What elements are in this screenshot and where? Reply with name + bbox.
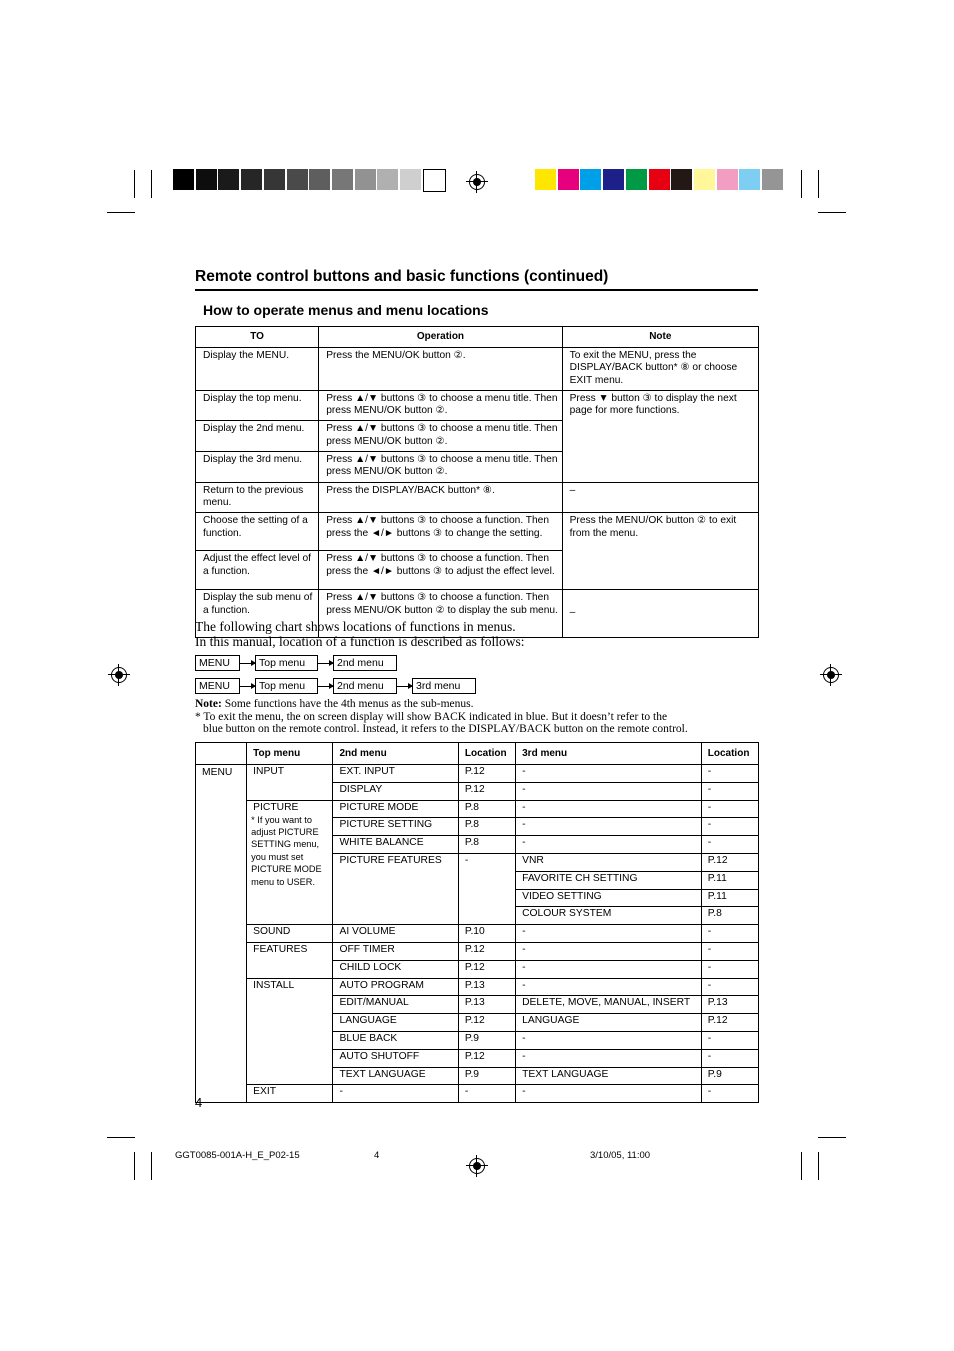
picture-note: * If you want to adjust PICTURE SETTING menu, you must set PICTURE MODE menu to USER. bbox=[251, 814, 322, 887]
flow-box-2nd-menu: 2nd menu bbox=[333, 678, 397, 694]
location-cell: - bbox=[701, 925, 758, 943]
location-cell: P.10 bbox=[458, 925, 515, 943]
menu-cell: MENU bbox=[196, 765, 247, 1103]
second-menu-cell: EXT. INPUT bbox=[333, 765, 458, 783]
table-row bbox=[196, 765, 759, 783]
to-cell: Display the 2nd menu. bbox=[196, 421, 319, 452]
operation-cell: Press ▲/▼ buttons ③ to choose a menu title. Then press MENU/OK button ②. bbox=[319, 452, 562, 483]
third-menu-cell: - bbox=[516, 800, 702, 818]
location-cell: P.13 bbox=[458, 978, 515, 996]
location-cell: P.11 bbox=[701, 871, 758, 889]
section-title: Remote control buttons and basic functions (continued) bbox=[195, 268, 758, 291]
color-swatch bbox=[264, 169, 285, 190]
color-swatch bbox=[739, 169, 760, 190]
second-menu-cell: PICTURE SETTING bbox=[333, 818, 458, 836]
arrow-right-icon bbox=[318, 686, 333, 687]
color-swatch bbox=[717, 169, 738, 190]
flow-box-3rd-menu: 3rd menu bbox=[412, 678, 476, 694]
location-cell: P.12 bbox=[458, 960, 515, 978]
third-menu-cell: - bbox=[516, 978, 702, 996]
second-menu-cell: WHITE BALANCE bbox=[333, 836, 458, 854]
to-cell: Display the 3rd menu. bbox=[196, 452, 319, 483]
flow-box-menu: MENU bbox=[195, 678, 240, 694]
second-menu-cell: PICTURE FEATURES bbox=[333, 853, 458, 924]
column-header bbox=[196, 743, 247, 765]
table-header-row bbox=[196, 327, 759, 348]
location-cell: P.12 bbox=[701, 1014, 758, 1032]
crop-mark bbox=[801, 170, 802, 198]
location-cell: P.12 bbox=[458, 782, 515, 800]
color-swatch bbox=[309, 169, 330, 190]
color-swatch bbox=[535, 169, 556, 190]
location-cell: P.12 bbox=[458, 765, 515, 783]
second-menu-cell: DISPLAY bbox=[333, 782, 458, 800]
color-swatch bbox=[173, 169, 194, 190]
arrow-right-icon bbox=[240, 686, 255, 687]
color-swatch bbox=[332, 169, 353, 190]
color-swatch bbox=[580, 169, 601, 190]
second-menu-cell: CHILD LOCK bbox=[333, 960, 458, 978]
operation-cell: Press ▲/▼ buttons ③ to choose a function. Then press MENU/OK button ② to display the sub menu. bbox=[319, 590, 562, 638]
table-row bbox=[196, 348, 759, 391]
third-menu-cell: - bbox=[516, 1031, 702, 1049]
crop-mark bbox=[818, 212, 846, 213]
arrow-right-icon bbox=[397, 686, 412, 687]
location-cell: P.13 bbox=[701, 996, 758, 1014]
table-row bbox=[196, 925, 759, 943]
operation-cell: Press ▲/▼ buttons ③ to choose a menu title. Then press MENU/OK button ②. bbox=[319, 390, 562, 421]
column-header: Note bbox=[562, 327, 758, 348]
location-cell: P.12 bbox=[458, 942, 515, 960]
crop-mark bbox=[818, 170, 819, 198]
third-menu-cell: - bbox=[516, 925, 702, 943]
flow-box-top-menu: Top menu bbox=[255, 655, 318, 671]
operation-table bbox=[195, 326, 759, 638]
subtitle: How to operate menus and menu locations bbox=[203, 302, 489, 318]
location-cell: P.12 bbox=[458, 1049, 515, 1067]
registration-target-icon bbox=[820, 664, 842, 686]
second-menu-cell: PICTURE MODE bbox=[333, 800, 458, 818]
color-swatch bbox=[558, 169, 579, 190]
note-text: Some functions have the 4th menus as the sub-menus. bbox=[221, 698, 474, 710]
note-cell: Press the MENU/OK button ② to exit from the menu. bbox=[562, 513, 758, 590]
third-menu-cell: - bbox=[516, 782, 702, 800]
footnote-line-2: blue button on the remote control. Instead, it refers to the DISPLAY/BACK button on the remote control. bbox=[203, 723, 688, 735]
second-menu-cell: EDIT/MANUAL bbox=[333, 996, 458, 1014]
intro-line-2: In this manual, location of a function is described as follows: bbox=[195, 634, 525, 649]
color-swatch bbox=[355, 169, 376, 190]
third-menu-cell: LANGUAGE bbox=[516, 1014, 702, 1032]
location-cell: P.8 bbox=[458, 818, 515, 836]
location-cell: - bbox=[701, 942, 758, 960]
arrow-right-icon bbox=[240, 663, 255, 664]
note-line bbox=[195, 698, 474, 711]
third-menu-cell: TEXT LANGUAGE bbox=[516, 1067, 702, 1085]
flow-box-menu: MENU bbox=[195, 655, 240, 671]
crop-mark bbox=[151, 1152, 152, 1180]
color-swatch bbox=[241, 169, 262, 190]
to-cell: Display the top menu. bbox=[196, 390, 319, 421]
table-row bbox=[196, 1085, 759, 1103]
crop-mark bbox=[107, 1137, 135, 1138]
location-cell: - bbox=[701, 765, 758, 783]
top-menu-cell: INPUT bbox=[247, 765, 333, 801]
color-swatch bbox=[218, 169, 239, 190]
to-cell: Choose the setting of a function. bbox=[196, 513, 319, 551]
to-cell: Display the MENU. bbox=[196, 348, 319, 391]
top-menu-cell bbox=[247, 800, 333, 925]
third-menu-cell: - bbox=[516, 765, 702, 783]
second-menu-cell: OFF TIMER bbox=[333, 942, 458, 960]
color-swatch bbox=[400, 169, 421, 190]
crop-mark bbox=[818, 1137, 846, 1138]
color-swatch bbox=[694, 169, 715, 190]
crop-mark bbox=[151, 170, 152, 198]
third-menu-cell: - bbox=[516, 836, 702, 854]
third-menu-cell: - bbox=[516, 818, 702, 836]
location-cell: P.9 bbox=[458, 1031, 515, 1049]
location-cell: P.12 bbox=[701, 853, 758, 871]
third-menu-cell: COLOUR SYSTEM bbox=[516, 907, 702, 925]
third-menu-cell: - bbox=[516, 960, 702, 978]
location-cell: - bbox=[458, 1085, 515, 1103]
location-cell: P.8 bbox=[701, 907, 758, 925]
location-cell: - bbox=[701, 978, 758, 996]
third-menu-cell: - bbox=[516, 1085, 702, 1103]
table-row bbox=[196, 942, 759, 960]
footer-file: GGT0085-001A-H_E_P02-15 bbox=[175, 1150, 300, 1161]
location-cell: - bbox=[701, 1085, 758, 1103]
note-cell: Press ▼ button ③ to display the next page for more functions. bbox=[562, 390, 758, 482]
color-swatch bbox=[603, 169, 624, 190]
color-swatch bbox=[287, 169, 308, 190]
location-cell: P.9 bbox=[701, 1067, 758, 1085]
location-cell: - bbox=[701, 836, 758, 854]
footnote-line-1: * To exit the menu, the on screen display will show BACK indicated in blue. But it doesn’t refer to the bbox=[195, 711, 668, 723]
operation-cell: Press the MENU/OK button ②. bbox=[319, 348, 562, 391]
column-header: Location bbox=[701, 743, 758, 765]
table-row bbox=[196, 513, 759, 551]
third-menu-cell: FAVORITE CH SETTING bbox=[516, 871, 702, 889]
page-number: 4 bbox=[195, 1095, 203, 1110]
note-cell: – bbox=[562, 590, 758, 638]
operation-cell: Press ▲/▼ buttons ③ to choose a menu title. Then press MENU/OK button ②. bbox=[319, 421, 562, 452]
color-swatch bbox=[762, 169, 783, 190]
top-menu-cell: FEATURES bbox=[247, 942, 333, 978]
arrow-right-icon bbox=[318, 663, 333, 664]
to-cell: Adjust the effect level of a function. bbox=[196, 551, 319, 590]
note-cell: To exit the MENU, press the DISPLAY/BACK button* ⑧ or choose EXIT menu. bbox=[562, 348, 758, 391]
table-row bbox=[196, 800, 759, 818]
column-header: Top menu bbox=[247, 743, 333, 765]
third-menu-cell: - bbox=[516, 1049, 702, 1067]
color-swatch bbox=[196, 169, 217, 190]
second-menu-cell: BLUE BACK bbox=[333, 1031, 458, 1049]
column-header: Operation bbox=[319, 327, 562, 348]
location-cell: - bbox=[701, 782, 758, 800]
color-swatch bbox=[649, 169, 670, 190]
footer-page: 4 bbox=[374, 1150, 380, 1161]
location-cell: - bbox=[701, 960, 758, 978]
to-cell: Return to the previous menu. bbox=[196, 482, 319, 513]
note-label: Note: bbox=[195, 698, 222, 710]
color-swatch bbox=[626, 169, 647, 190]
registration-target-icon bbox=[466, 1155, 488, 1177]
location-cell: P.8 bbox=[458, 836, 515, 854]
top-menu-cell: SOUND bbox=[247, 925, 333, 943]
table-row bbox=[196, 482, 759, 513]
second-menu-cell: AUTO SHUTOFF bbox=[333, 1049, 458, 1067]
table-row bbox=[196, 390, 759, 421]
second-menu-cell: - bbox=[333, 1085, 458, 1103]
to-cell: Display the sub menu of a function. bbox=[196, 590, 319, 638]
location-cell: P.11 bbox=[701, 889, 758, 907]
top-menu-cell: INSTALL bbox=[247, 978, 333, 1085]
second-menu-cell: AUTO PROGRAM bbox=[333, 978, 458, 996]
top-menu-picture: PICTURE bbox=[253, 801, 299, 813]
second-menu-cell: AI VOLUME bbox=[333, 925, 458, 943]
second-menu-cell: TEXT LANGUAGE bbox=[333, 1067, 458, 1085]
operation-cell: Press ▲/▼ buttons ③ to choose a function. Then press the ◄/► buttons ③ to adjust the effect level. bbox=[319, 551, 562, 590]
table-row bbox=[196, 978, 759, 996]
third-menu-cell: VNR bbox=[516, 853, 702, 871]
third-menu-cell: - bbox=[516, 942, 702, 960]
location-cell: - bbox=[701, 818, 758, 836]
column-header: TO bbox=[196, 327, 319, 348]
color-swatch bbox=[377, 169, 398, 190]
location-cell: - bbox=[701, 800, 758, 818]
color-swatch bbox=[671, 169, 692, 190]
crop-mark bbox=[134, 170, 135, 198]
column-header: 3rd menu bbox=[516, 743, 702, 765]
registration-target-icon bbox=[466, 171, 488, 193]
location-cell: P.13 bbox=[458, 996, 515, 1014]
registration-target-icon bbox=[108, 664, 130, 686]
third-menu-cell: DELETE, MOVE, MANUAL, INSERT bbox=[516, 996, 702, 1014]
intro-line-1: The following chart shows locations of functions in menus. bbox=[195, 619, 516, 634]
second-menu-cell: LANGUAGE bbox=[333, 1014, 458, 1032]
top-menu-cell: EXIT bbox=[247, 1085, 333, 1103]
location-cell: - bbox=[701, 1031, 758, 1049]
location-cell: P.8 bbox=[458, 800, 515, 818]
location-cell: P.9 bbox=[458, 1067, 515, 1085]
location-cell: P.12 bbox=[458, 1014, 515, 1032]
menu-location-table bbox=[195, 742, 759, 1103]
crop-mark bbox=[134, 1152, 135, 1180]
location-cell: - bbox=[458, 853, 515, 924]
table-header-row bbox=[196, 743, 759, 765]
operation-cell: Press ▲/▼ buttons ③ to choose a function. Then press the ◄/► buttons ③ to change the setting. bbox=[319, 513, 562, 551]
color-swatch bbox=[423, 169, 446, 192]
crop-mark bbox=[107, 212, 135, 213]
column-header: Location bbox=[458, 743, 515, 765]
footer-date: 3/10/05, 11:00 bbox=[590, 1150, 651, 1161]
crop-mark bbox=[801, 1152, 802, 1180]
third-menu-cell: VIDEO SETTING bbox=[516, 889, 702, 907]
flow-box-2nd-menu: 2nd menu bbox=[333, 655, 397, 671]
crop-mark bbox=[818, 1152, 819, 1180]
column-header: 2nd menu bbox=[333, 743, 458, 765]
flow-box-top-menu: Top menu bbox=[255, 678, 318, 694]
location-cell: - bbox=[701, 1049, 758, 1067]
note-cell: – bbox=[562, 482, 758, 513]
operation-cell: Press the DISPLAY/BACK button* ⑧. bbox=[319, 482, 562, 513]
